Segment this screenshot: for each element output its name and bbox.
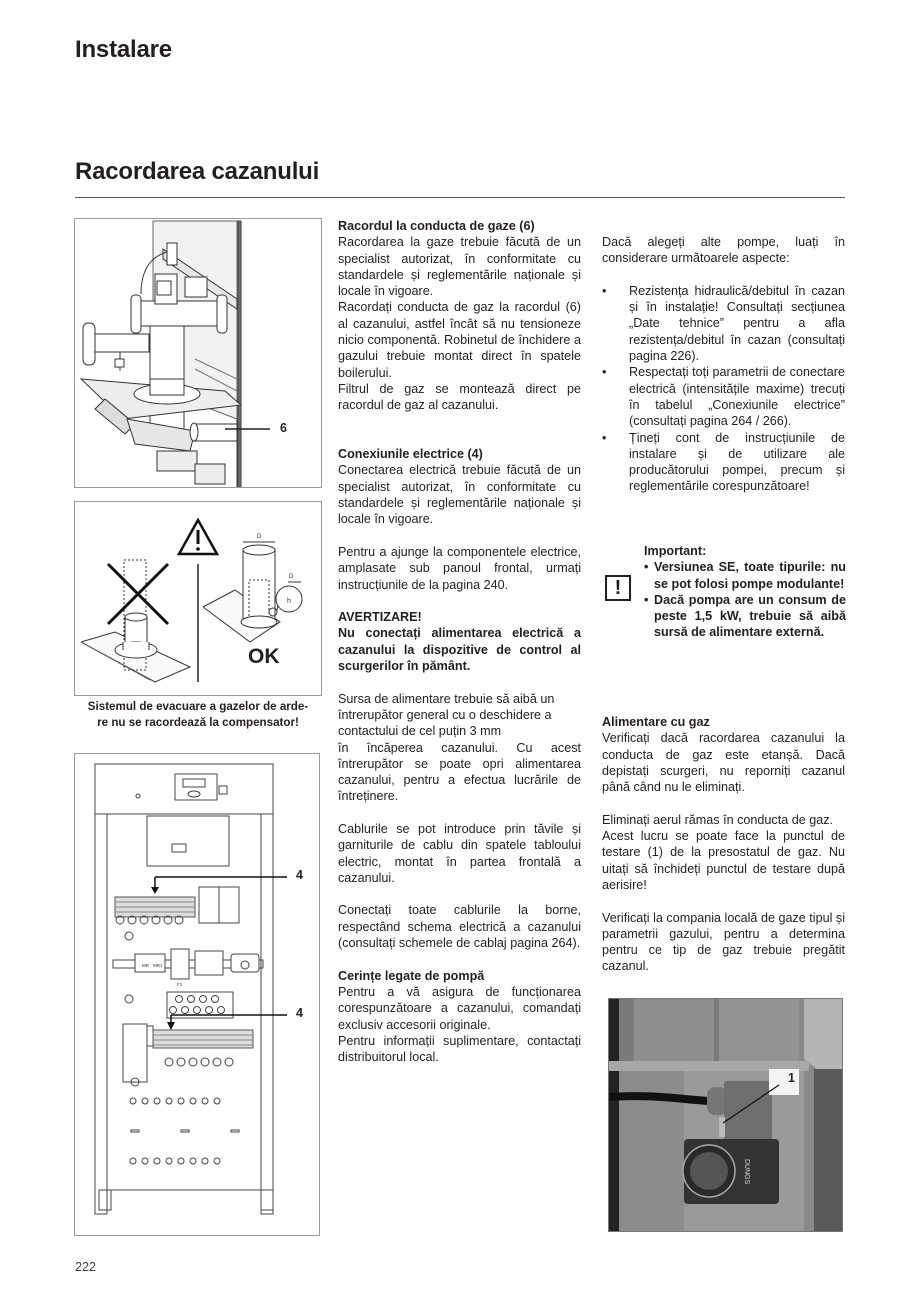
paragraph: Conectarea electrică trebuie făcută de un specialist autorizat, în conformitate cu standardele și reglementările naționale și locale în vigoare. (338, 463, 581, 527)
figure-electrical-panel (74, 753, 320, 1236)
paragraph: Cablurile se pot introduce prin tăvile și garniturile de cablu din spatele tabloului electric, montat în partea frontală a cazanului. (338, 821, 581, 885)
figure-flue-warning (74, 501, 322, 696)
dim-label-d1: D (257, 534, 262, 540)
list-item: • Țineți cont de instrucțiunile de instalare și de utilizare ale producătorului pompei, precum și reglementările corespunzătoare! (602, 430, 845, 494)
gas-supply-section (602, 714, 845, 975)
electrical-panel-drawing (75, 754, 319, 1235)
callout-1: 1 (788, 1071, 795, 1085)
heading-gas-supply: Alimentare cu gaz (602, 715, 710, 729)
caption-line-2: re nu se racordează la compensator! (97, 716, 299, 729)
dim-label-d2: D (289, 574, 294, 580)
title-divider (75, 197, 845, 198)
pump-requirements-list (602, 283, 845, 495)
callout-6: 6 (280, 421, 287, 435)
paragraph: Eliminați aerul rămas în conducta de gaz. (602, 812, 834, 827)
section-title: Instalare (75, 36, 172, 63)
terminal-label-mr: MR (142, 963, 149, 968)
heading-electrical: Conexiunile electrice (4) (338, 447, 483, 462)
terminal-label-f1: F1 (177, 982, 183, 987)
paragraph: Pentru informații suplimentare, contactați distribuitorul local. (338, 1033, 581, 1065)
paragraph: Verificați dacă racordarea cazanului la conducta de gaz este etanșă. Dacă depistați scurgeri, nu reporniți cazanul până când nu le eliminați. (602, 731, 845, 795)
warning-heading: AVERTIZARE! (338, 610, 422, 625)
paragraph: Racordarea la gaze trebuie făcută de un specialist autorizat, în conformitate cu standardele și reglementările naționale și locale în vigoare. (338, 235, 581, 299)
warning-text: Nu conectați alimentarea electrică a cazanului la dispozitive de control al scurgerilor în pământ. (338, 626, 581, 674)
paragraph: în încăperea cazanului. Cu acest întrerupător se poate opri alimentarea cazanului, pentru a efectua lucrările de întreținere. (338, 740, 581, 804)
page-title: Racordarea cazanului (75, 158, 320, 185)
paragraph: Verificați la compania locală de gaze tipul și parametrii gazului, pentru a determina pentru ce tip de gaz trebuie pregătit cazanul. (602, 910, 845, 974)
figure-caption (74, 699, 322, 731)
figure-gas-connection (74, 218, 322, 488)
column-2 (338, 218, 581, 1065)
paragraph: Racordați conducta de gaz la racordul (6) al cazanului, astfel încât să nu tensioneze nicio componentă. Robinetul de închidere a gazului trebuie montat direct în spatele boilerului. (338, 300, 581, 380)
caption-line-1: Sistemul de evacuare a gazelor de arde- (87, 700, 309, 713)
paragraph: Pentru a vă asigura de funcționarea corespunzătoare a cazanului, comandați exclusiv accesorii originale. (338, 984, 581, 1032)
paragraph: Dacă alegeți alte pompe, luați în considerare următoarele aspecte: (602, 235, 845, 266)
gas-pressure-switch-photo (609, 999, 842, 1231)
paragraph: Sursa de alimentare trebuie să aibă un întrerupător general cu o deschidere a contactului de cel puțin 3 mm (338, 691, 555, 739)
callout-4-top: 4 (296, 868, 303, 882)
figure-gas-pressure-switch-photo (608, 998, 843, 1232)
dim-label-h: h (287, 598, 291, 605)
paragraph: Pentru a ajunge la componentele electrice, amplasate sub panoul frontal, urmați instrucțiunile de la pagina 240. (338, 544, 581, 592)
paragraph: Conectați toate cablurile la borne, respectând schema electrică a cazanului (consultați schemele de cablaj pagina 264). (338, 903, 581, 951)
list-item: • Rezistența hidraulică/debitul în cazan și în instalație! Consultați secțiunea „Date tehnice” pentru a afla rezistența/debitul în cazan (consultați pagina 226). (602, 283, 845, 364)
terminal-label-mr1: MR1 (153, 963, 163, 968)
list-item: • Versiunea SE, toate tipurile: nu se pot folosi pompe modulante! (644, 560, 846, 591)
paragraph: Filtrul de gaz se montează direct pe racordul de gaz al cazanului. (338, 381, 581, 413)
list-item: • Respectați toți parametrii de conectare electrică (intensitățile maxime) trecuți în tabelul „Conexiunile electrice” (consultați pagina 264 / 266). (602, 365, 845, 429)
important-heading: Important: (644, 544, 707, 558)
brand-label: DUNGS (743, 1159, 750, 1185)
flue-warning-drawing (75, 502, 321, 695)
ok-label: OK (248, 645, 280, 668)
list-item: • Dacă pompa are un consum de peste 1,5 kW, trebuie să aibă sursă de alimentare externă. (644, 592, 846, 640)
exclamation-icon: ! (605, 575, 631, 601)
heading-gas-connection: Racordul la conducta de gaze (6) (338, 219, 535, 233)
callout-4-bottom: 4 (296, 1006, 303, 1020)
page-number: 222 (75, 1260, 97, 1274)
column-3 (602, 234, 845, 495)
heading-pump: Cerințe legate de pompă (338, 968, 485, 983)
paragraph: Acest lucru se poate face la punctul de testare (1) de la presostatul de gaz. Nu uitați să închideți punctul de testare după aerisire! (602, 829, 845, 892)
gas-connection-drawing (75, 219, 321, 487)
